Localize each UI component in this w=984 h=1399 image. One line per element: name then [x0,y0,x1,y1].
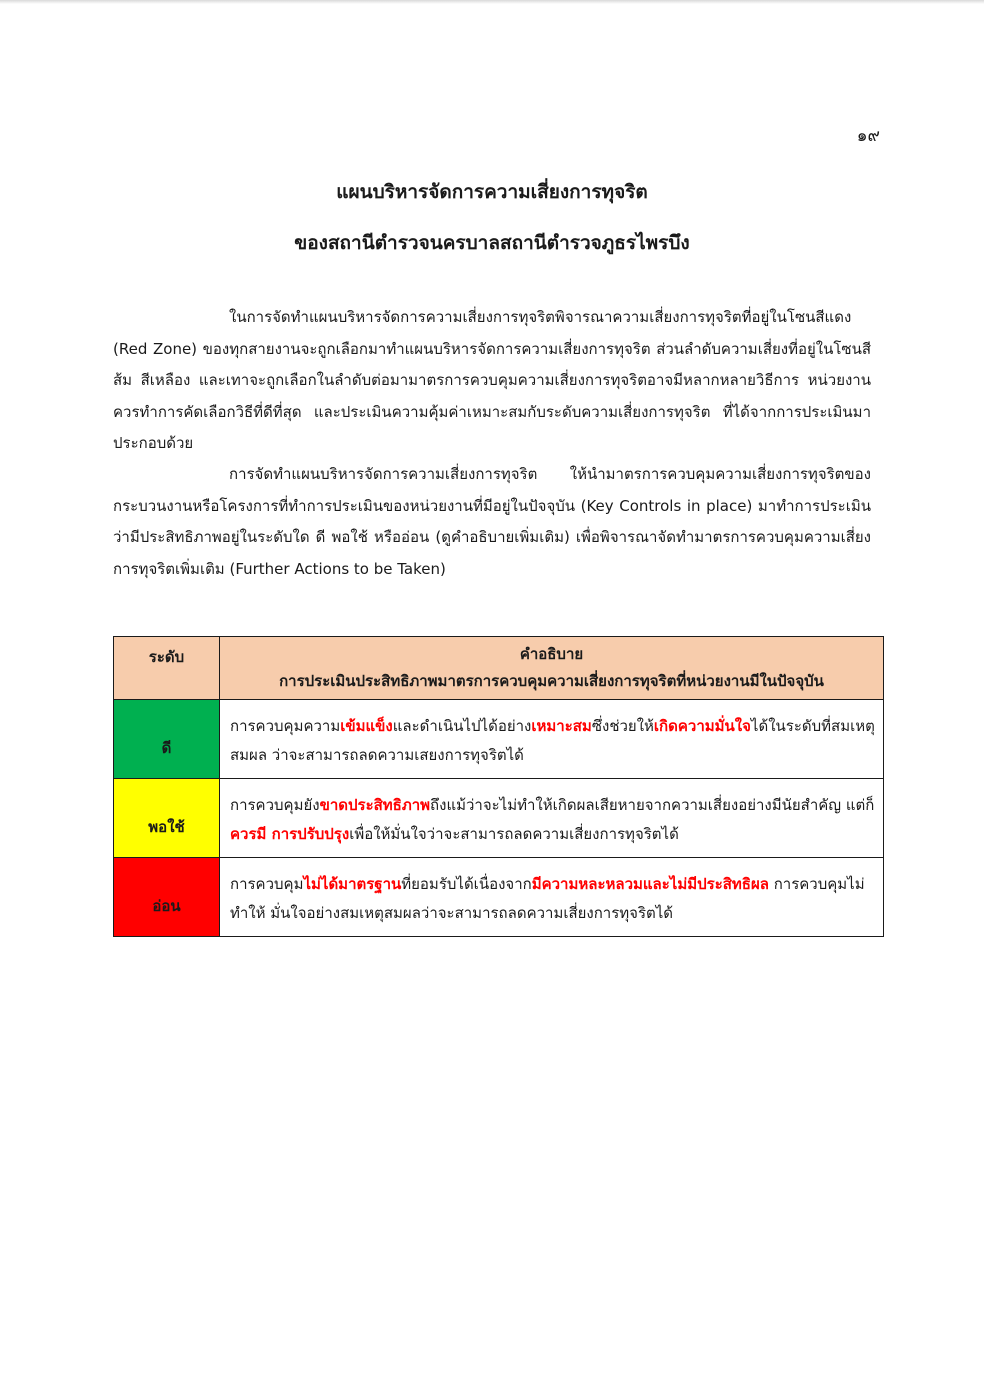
desc-text: การควบคุมความ [230,717,341,735]
desc-weak [220,858,884,937]
page-top-edge [0,0,984,4]
desc-text: ได้ในระดับที่สมเหตุสมผล ว่าจะสามารถลดความเสยงการทุจริตได้ [230,717,875,764]
desc-emphasis: เหมาะสม [531,717,592,735]
table-header-row [114,637,884,700]
level-weak: อ่อน [114,858,220,937]
desc-emphasis: เกิดความมั่นใจ [653,717,751,735]
desc-text: ที่ยอมรับได้เนื่องจาก [401,875,532,893]
desc-emphasis: ควรมี การปรับปรุง [230,825,350,843]
method-paragraph: การจัดทำแผนบริหารจัดการความเสี่ยงการทุจริต ให้นำมาตรการควบคุมความเสี่ยงการทุจริตของกระบวนงานหรือโครงการที่ทำการประเมินของหน่วยงานที่มีอยู่ในปัจจุบัน (Key Controls in place) มาทำการประเมินว่ามีประสิทธิภาพอยู่ในระดับใด ดี พอใช้ หรืออ่อน (ดูคำอธิบายเพิ่มเติม) เพื่อพิจารณาจัดทำมาตรการควบคุมความเสี่ยงการทุจริตเพิ่มเติม (Further Actions to be Taken) [113,465,871,578]
header-level: ระดับ [114,637,220,700]
desc-good [220,700,884,779]
control-effectiveness-table [113,636,884,937]
desc-fair [220,779,884,858]
desc-text: การควบคุม [230,875,304,893]
table-row-good [114,700,884,779]
table-row-fair [114,779,884,858]
desc-text: ซึ่งช่วยให้ [591,717,654,735]
desc-text: และดำเนินไปได้อย่าง [392,717,532,735]
intro-paragraph: ในการจัดทำแผนบริหารจัดการความเสี่ยงการทุจริตพิจารณาความเสี่ยงการทุจริตที่อยู่ในโซนสีแดง (Red Zone) ของทุกสายงานจะถูกเลือกมาทำแผนบริหารจัดการความเสี่ยงการทุจริต ส่วนลำดับความเสี่ยงที่อยู่ในโซนสีส้ม สีเหลือง และเทาจะถูกเลือกในลำดับต่อมามาตรการควบคุมความเสี่ยงการทุจริตอาจมีหลากหลายวิธีการ หน่วยงานควรทำการคัดเลือกวิธีที่ดีที่สุด และประเมินความคุ้มค่าเหมาะสมกับระดับความเสี่ยงการทุจริต ที่ได้จากการประเมินมาประกอบด้วย [113,308,871,452]
desc-text: การควบคุมไม่ทำให้ มั่นใจอย่างสมเหตุสมผลว่าจะสามารถลดความเสี่ยงการทุจริตได้ [230,875,865,922]
header-desc-line1: คำอธิบาย [519,645,584,663]
header-desc-line2: การประเมินประสิทธิภาพมาตรการควบคุมความเสี่ยงการทุจริตที่หน่วยงานมีในปัจจุบัน [279,672,824,690]
desc-text: การควบคุมยัง [230,796,320,814]
header-description [220,637,884,700]
desc-text: ถึงแม้ว่าจะไม่ทำให้เกิดผลเสียหายจากความเสี่ยงอย่างมีนัยสำคัญ แต่ก็ [430,796,875,814]
desc-emphasis: ไม่ได้มาตรฐาน [303,875,402,893]
level-good: ดี [114,700,220,779]
page-number: ๑๙ [856,126,880,146]
desc-emphasis: เข้มแข็ง [340,717,393,735]
desc-emphasis: มีความหละหลวมและไม่มีประสิทธิผล [531,875,769,893]
document-title: แผนบริหารจัดการความเสี่ยงการทุจริต [336,181,648,203]
document-subtitle: ของสถานีตำรวจนครบาลสถานีตำรวจภูธรไพรบึง [294,232,690,254]
desc-emphasis: ขาดประสิทธิภาพ [319,796,431,814]
desc-text: เพื่อให้มั่นใจว่าจะสามารถลดความเสี่ยงการทุจริตได้ [349,825,679,843]
level-fair: พอใช้ [114,779,220,858]
table-row-weak [114,858,884,937]
